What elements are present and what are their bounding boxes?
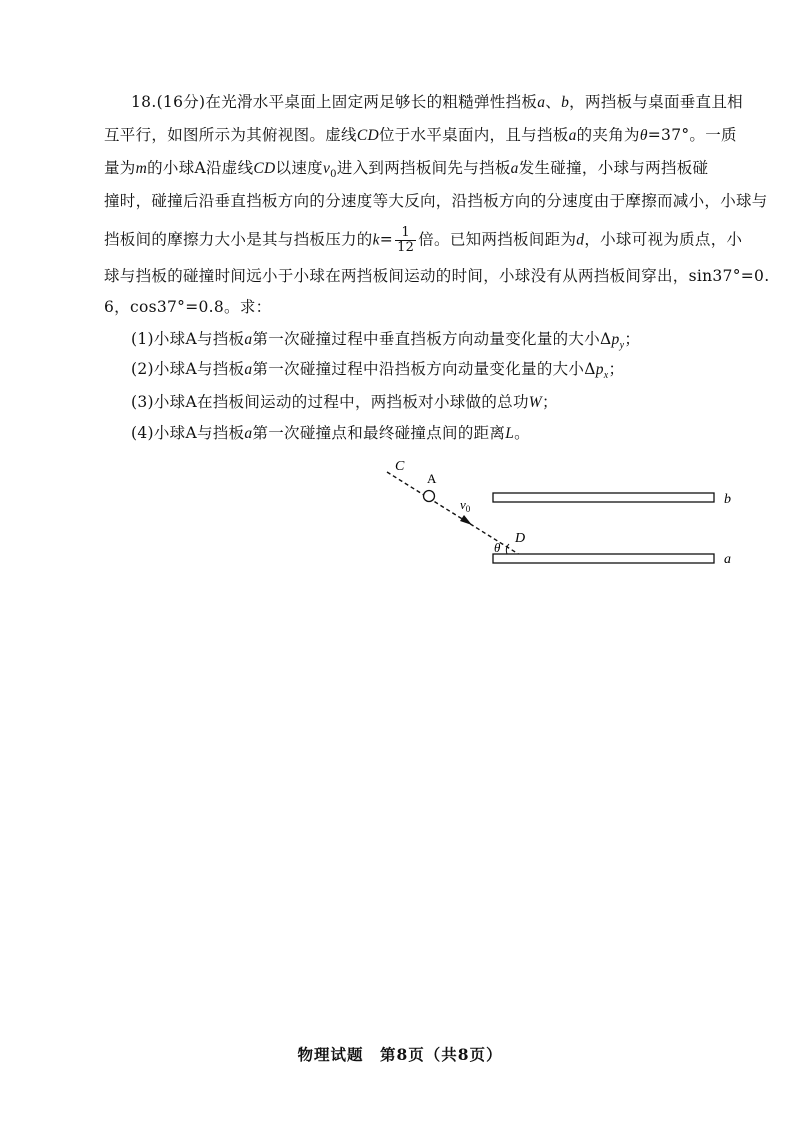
ball-a	[424, 491, 435, 502]
var-d: d	[576, 231, 585, 249]
label-b: b	[724, 492, 731, 507]
text: 的小球A沿虚线	[147, 159, 254, 177]
text: 6，cos37°=0.8。求：	[104, 298, 272, 316]
text: =37°。一质	[647, 126, 737, 144]
text: ；	[608, 360, 625, 378]
text: 在光滑水平桌面上固定两足够长的粗糙弹性挡板	[205, 93, 538, 111]
text: 倍。已知两挡板间距为	[418, 230, 577, 249]
var-w: W	[528, 394, 542, 411]
var-a: a	[510, 160, 519, 177]
text: 位于水平桌面内，且与挡板	[378, 126, 569, 144]
label-v	[460, 497, 471, 514]
text: 以速度	[275, 159, 323, 177]
text: 第一次碰撞点和最终碰撞点间的距离	[252, 424, 506, 442]
label-v-main: v	[460, 497, 466, 512]
text: 量为	[104, 159, 136, 177]
var-v: v	[322, 160, 331, 177]
figure-diagram	[370, 455, 750, 575]
var-b: b	[561, 94, 570, 111]
angle-arc	[506, 544, 509, 554]
text: ；	[541, 393, 558, 411]
text: 挡板间的摩擦力大小是其与挡板压力的	[104, 230, 373, 249]
question-4	[131, 423, 530, 444]
text: (1)小球A与挡板	[131, 330, 245, 348]
var-theta: θ	[639, 127, 648, 144]
label-theta: θ	[494, 540, 501, 555]
problem-line-4	[104, 191, 768, 211]
problem-points: (16分)	[156, 93, 206, 111]
var-a: a	[537, 94, 546, 111]
fraction-denominator: 12	[397, 240, 415, 255]
text: (2)小球A与挡板	[131, 360, 245, 378]
problem-line-1	[131, 92, 743, 113]
problem-line-6	[104, 266, 769, 286]
text: 进入到两挡板间先与挡板	[336, 159, 511, 177]
text: (4)小球A与挡板	[131, 424, 245, 442]
problem-line-5	[104, 226, 742, 255]
label-c: C	[395, 459, 405, 474]
question-3	[131, 392, 558, 413]
var-sub: y	[619, 340, 625, 352]
problem-line-2	[104, 125, 737, 146]
text: 第一次碰撞过程中垂直挡板方向动量变化量的大小Δ	[252, 330, 612, 348]
text: ，小球可视为质点，小	[584, 230, 743, 249]
text: 的夹角为	[576, 126, 640, 144]
problem-line-3	[104, 158, 708, 185]
var-k: k	[372, 231, 380, 249]
var-v-sub: 0	[330, 169, 337, 181]
var-cd: CD	[356, 127, 379, 144]
question-1	[131, 329, 640, 356]
text: (3)小球A在挡板间运动的过程中，两挡板对小球做的总功	[131, 393, 529, 411]
var-a: a	[244, 331, 253, 348]
label-ball-a: A	[427, 471, 437, 486]
equals: =	[379, 230, 394, 249]
fraction-numerator: 1	[395, 226, 416, 241]
var-a: a	[244, 361, 253, 378]
fraction	[395, 226, 416, 255]
text: 第一次碰撞过程中沿挡板方向动量变化量的大小Δ	[252, 360, 596, 378]
var-a: a	[568, 127, 577, 144]
var-p: p	[611, 331, 620, 348]
label-a: a	[724, 552, 731, 567]
var-p: p	[595, 361, 604, 378]
text: 。	[514, 424, 530, 442]
var-l: L	[505, 425, 515, 442]
text: ；	[624, 330, 641, 348]
question-2	[131, 359, 624, 386]
text: ，两挡板与桌面垂直且相	[569, 93, 743, 111]
var-cd: CD	[253, 160, 276, 177]
text: 球与挡板的碰撞时间远小于小球在两挡板间运动的时间，小球没有从两挡板间穿出，sin37°=0.	[104, 267, 770, 285]
text: 互平行，如图所示为其俯视图。虚线	[104, 126, 357, 144]
problem-line-7	[104, 297, 271, 317]
var-a: a	[244, 425, 253, 442]
problem-number: 18.	[131, 93, 157, 111]
text: 撞时，碰撞后沿垂直挡板方向的分速度等大反向，沿挡板方向的分速度由于摩擦而减小，小球与	[104, 192, 768, 210]
text: 发生碰撞，小球与两挡板碰	[518, 159, 709, 177]
text: 、	[545, 93, 562, 111]
plate-a	[493, 554, 714, 563]
velocity-arrow-icon	[460, 515, 472, 525]
var-m: m	[135, 160, 148, 177]
var-sub: x	[603, 370, 609, 382]
label-v-sub: 0	[465, 504, 471, 514]
label-d: D	[515, 531, 526, 546]
plate-b	[493, 493, 714, 502]
page-footer: 物理试题 第8页（共8页）	[297, 1045, 503, 1064]
